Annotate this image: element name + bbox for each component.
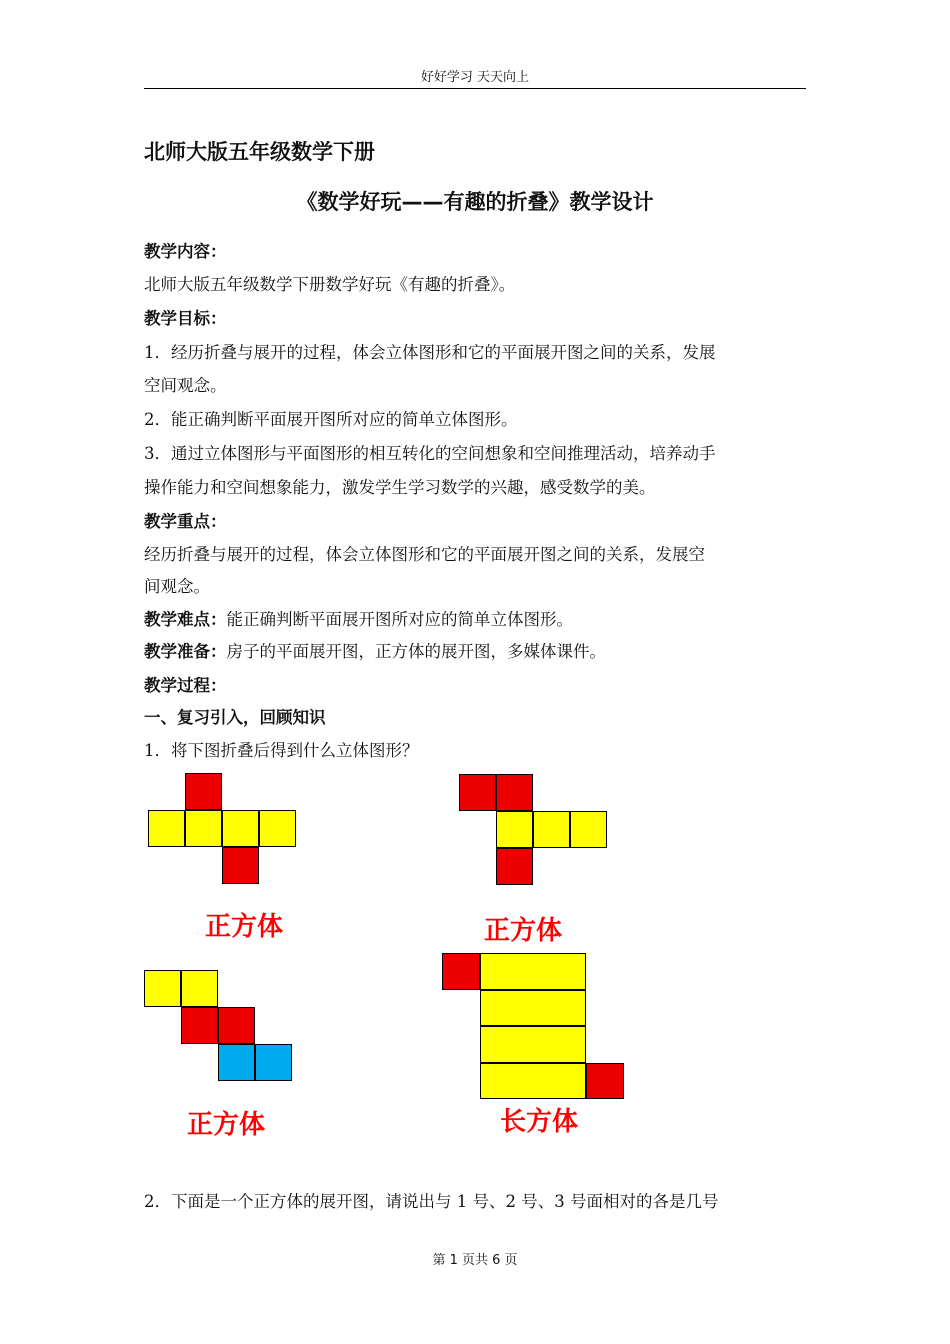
goal-1-line-2: 空间观念。	[144, 376, 227, 395]
net-square	[222, 847, 259, 884]
prep-line	[144, 638, 809, 662]
net-rectangle	[480, 953, 586, 990]
title-line-2: 《数学好玩——有趣的折叠》教学设计	[296, 190, 654, 214]
net-square	[181, 970, 218, 1007]
net-square	[442, 953, 480, 990]
difficulty-line	[144, 606, 809, 630]
net-rectangle	[480, 1063, 586, 1099]
net-rectangle	[480, 990, 586, 1026]
heading-goals: 教学目标：	[144, 309, 227, 328]
question-1: 1．将下图折叠后得到什么立体图形？	[144, 741, 419, 760]
net-square	[185, 810, 222, 847]
page-footer: 第 1 页共 6 页	[432, 1253, 518, 1268]
key-point-line-1: 经历折叠与展开的过程，体会立体图形和它的平面展开图之间的关系，发展空	[144, 545, 705, 564]
page-header: 好好学习 天天向上	[420, 70, 530, 85]
header-rule	[144, 88, 806, 89]
heading-key-point: 教学重点：	[144, 512, 227, 531]
heading-prep: 教学准备：	[144, 642, 227, 661]
net-square	[496, 774, 533, 811]
net-square	[496, 848, 533, 885]
goal-1-line-1: 1．经历折叠与展开的过程，体会立体图形和它的平面展开图之间的关系，发展	[144, 343, 716, 362]
difficulty-text: 能正确判断平面展开图所对应的简单立体图形。	[226, 610, 573, 629]
net-square	[586, 1063, 624, 1099]
net-square	[144, 970, 181, 1007]
net-square	[222, 810, 259, 847]
net-square	[185, 773, 222, 810]
figure-4-label: 长方体	[500, 1107, 579, 1137]
title-line-1: 北师大版五年级数学下册	[144, 140, 375, 164]
question-2: 2．下面是一个正方体的展开图，请说出与 1 号、2 号、3 号面相对的各是几号	[144, 1192, 719, 1211]
prep-text: 房子的平面展开图，正方体的展开图，多媒体课件。	[226, 642, 606, 661]
heading-content: 教学内容：	[144, 242, 227, 261]
net-square	[218, 1044, 255, 1081]
net-square	[148, 810, 185, 847]
section-1-heading: 一、复习引入，回顾知识	[144, 708, 326, 727]
net-square	[533, 811, 570, 848]
goal-3-line-1: 3．通过立体图形与平面图形的相互转化的空间想象和空间推理活动，培养动手	[144, 444, 716, 463]
heading-difficulty: 教学难点：	[144, 610, 227, 629]
net-square	[459, 774, 496, 811]
net-square	[181, 1007, 218, 1044]
net-square	[496, 811, 533, 848]
goal-2: 2．能正确判断平面展开图所对应的简单立体图形。	[144, 410, 518, 429]
key-point-line-2: 间观念。	[144, 577, 210, 596]
net-square	[218, 1007, 255, 1044]
net-rectangle	[480, 1026, 586, 1063]
figure-3-label: 正方体	[187, 1110, 266, 1140]
figure-2-label: 正方体	[484, 916, 563, 946]
content-text: 北师大版五年级数学下册数学好玩《有趣的折叠》。	[144, 275, 516, 294]
net-square	[570, 811, 607, 848]
heading-process: 教学过程：	[144, 676, 227, 695]
figure-1-label: 正方体	[205, 912, 284, 942]
net-square	[259, 810, 296, 847]
goal-3-line-2: 操作能力和空间想象能力，激发学生学习数学的兴趣，感受数学的美。	[144, 478, 656, 497]
net-square	[255, 1044, 292, 1081]
